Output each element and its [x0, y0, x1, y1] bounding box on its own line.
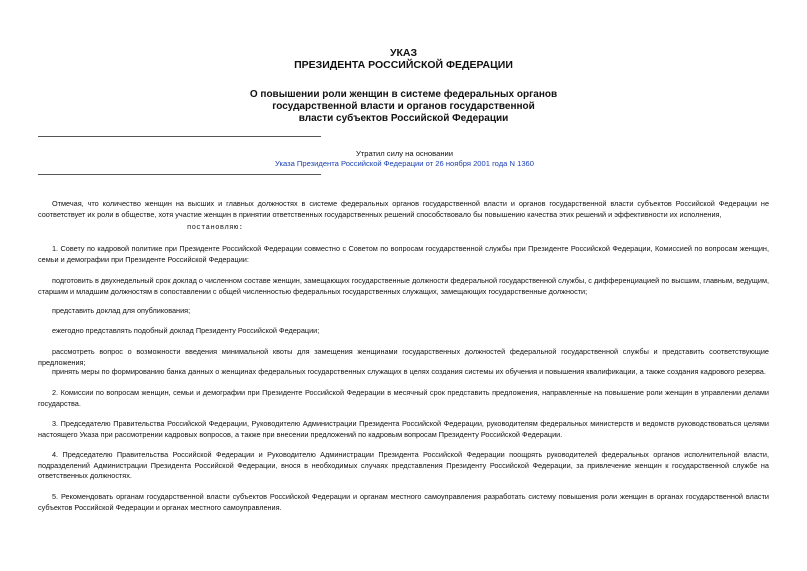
decree-subject-line-2: государственной власти и органов государственной — [272, 101, 535, 112]
decree-issuer: ПРЕЗИДЕНТА РОССИЙСКОЙ ФЕДЕРАЦИИ — [294, 59, 513, 71]
paragraph-1-item-1: подготовить в двухнедельный срок доклад о численном составе женщин, замещающих государственные должности федеральной государственной службы, с дифференциацией по высшим, главным, ведущим, старшим и младшим должностям в сопоставлении с общей численностью федеральных государственных служащих, замещающих государственные должности; — [38, 276, 769, 296]
preamble: Отмечая, что количество женщин на высших и главных должностях в системе федеральных органов государственной власти и органов государственной власти субъектов Российской Федерации не соответствует их роли в обществе, хотя участие женщин в принятии ответственных государственных решений способствовало бы повышению качества этих решений и эффективности их исполнения, — [38, 199, 769, 219]
paragraph-5: 5. Рекомендовать органам государственной власти субъектов Российской Федерации и органам местного самоуправления разработать систему повышения роли женщин в органах государственной власти субъектов Российской Федерации и органах местного самоуправления. — [38, 492, 769, 512]
paragraph-3: 3. Председателю Правительства Российской Федерации, Руководителю Администрации Президента Российской Федерации, руководителям федеральных министерств и ведомств руководствоваться целями настоящего Указа при рассмотрении кадровых вопросов, а также при внесении предложений по кадровым вопросам Президенту Российской Федерации. — [38, 419, 769, 439]
paragraph-1: 1. Совету по кадровой политике при Президенте Российской Федерации совместно с Советом по вопросам государственной службы при Президенте Российской Федерации, Комиссией по вопросам женщин, семьи и демографии при Президенте Российской Федерации: — [38, 244, 769, 264]
status-note: Утратил силу на основании — [355, 149, 454, 158]
paragraph-1-item-4: рассмотреть вопрос о возможности введения минимальной квоты для замещения женщинами государственных должностей федеральной государственной службы и представить соответствующие предложения; — [38, 347, 769, 367]
paragraph-1-item-2: представить доклад для опубликования; — [52, 306, 191, 315]
paragraph-4: 4. Председателю Правительства Российской Федерации и Руководителю Администрации Президента Российской Федерации поощрять руководителей федеральных органов исполнительной власти, подразделений Администрации Президента Российской Федерации, внося в необходимых случаях представления Президенту Российской Федерации, за привлечение женщин к государственной службе на ответственных должностях. — [38, 450, 769, 481]
decree-word: постановляю: — [187, 224, 244, 232]
divider-bottom — [38, 174, 321, 175]
paragraph-1-item-3: ежегодно представлять подобный доклад Президенту Российской Федерации; — [52, 326, 320, 335]
decree-subject-line-3: власти субъектов Российской Федерации — [298, 113, 509, 124]
paragraph-1-item-5: принять меры по формированию банка данных о женщинах федеральных государственных служащих в целях создания системы их обучения и повышения квалификации, а также создания кадрового резерва. — [52, 367, 766, 376]
repeal-link-wrap — [262, 159, 547, 170]
divider-top — [38, 136, 321, 137]
decree-subject-line-1: О повышении роли женщин в системе федеральных органов — [249, 89, 558, 100]
repeal-decree-link[interactable]: Указа Президента Российской Федерации от 26 ноября 2001 года N 1360 — [275, 159, 534, 168]
paragraph-2: 2. Комиссии по вопросам женщин, семьи и демографии при Президенте Российской Федерации в месячный срок представить предложения, направленные на повышение роли женщин в управлении делами государства. — [38, 388, 769, 408]
decree-title: УКАЗ — [389, 47, 418, 59]
